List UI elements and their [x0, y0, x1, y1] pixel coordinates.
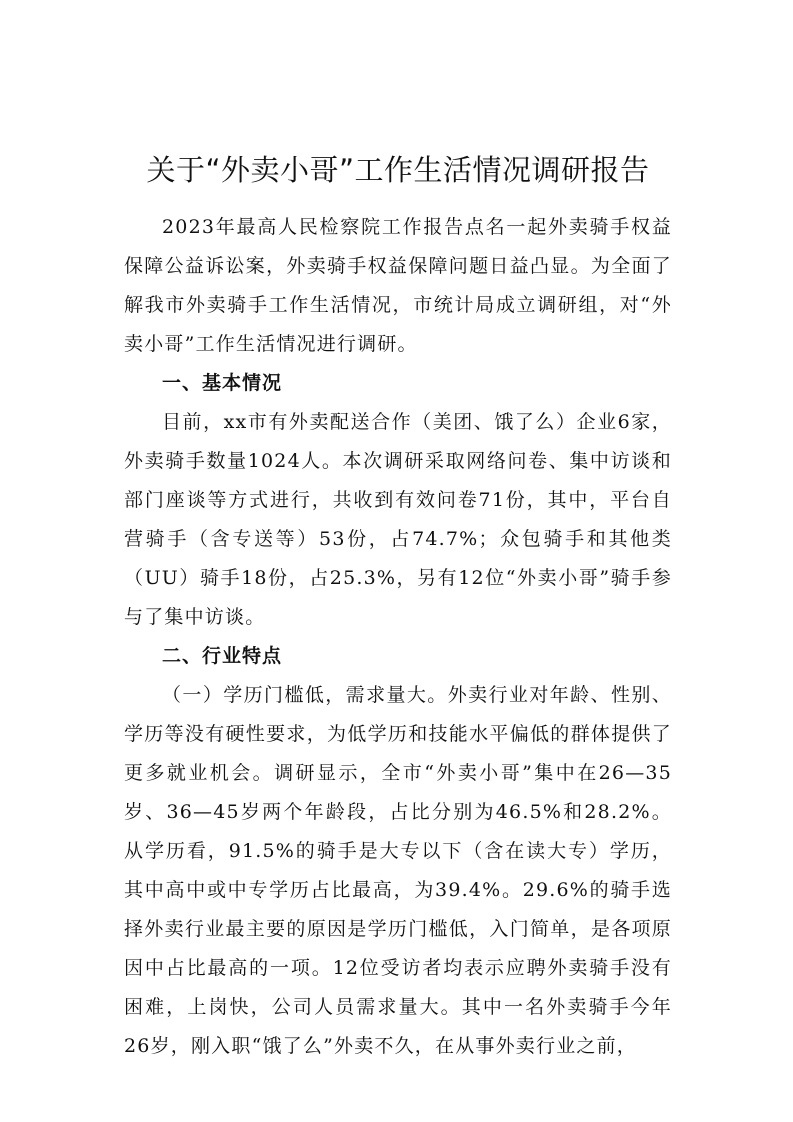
basic-situation-paragraph: 目前，xx市有外卖配送合作（美团、饿了么）企业6家，外卖骑手数量1024人。本次调研采取网络问卷、集中访谈和部门座谈等方式进行，共收到有效问卷71份，其中，平台自营骑手（含专送等）53份，占74.7%；众包骑手和其他类（UU）骑手18份，占25.3%，另有12位“外卖小哥”骑手参与了集中访谈。 [124, 411, 672, 628]
document-title: 关于“外卖小哥”工作生活情况调研报告 [146, 153, 650, 187]
section-heading-industry-features: 二、行业特点 [162, 645, 283, 667]
document-body [124, 148, 672, 1066]
intro-paragraph: 2023年最高人民检察院工作报告点名一起外卖骑手权益保障公益诉讼案，外卖骑手权益保障问题日益凸显。为全面了解我市外卖骑手工作生活情况，市统计局成立调研组，对“外卖小哥”工作生活情况进行调研。 [124, 216, 672, 355]
section-heading-basic-situation: 一、基本情况 [162, 372, 283, 394]
industry-features-paragraph: （一）学历门槛低，需求量大。外卖行业对年龄、性别、学历等没有硬性要求，为低学历和技能水平偏低的群体提供了更多就业机会。调研显示，全市“外卖小哥”集中在26—35岁、36—45岁两个年龄段，占比分别为46.5%和28.2%。从学历看，91.5%的骑手是大专以下（含在读大专）学历，其中高中或中专学历占比最高，为39.4%。29.6%的骑手选择外卖行业最主要的原因是学历门槛低，入门简单，是各项原因中占比最高的一项。12位受访者均表示应聘外卖骑手没有困难，上岗快，公司人员需求量大。其中一名外卖骑手今年26岁，刚入职“饿了么”外卖不久，在从事外卖行业之前， [124, 684, 672, 1057]
